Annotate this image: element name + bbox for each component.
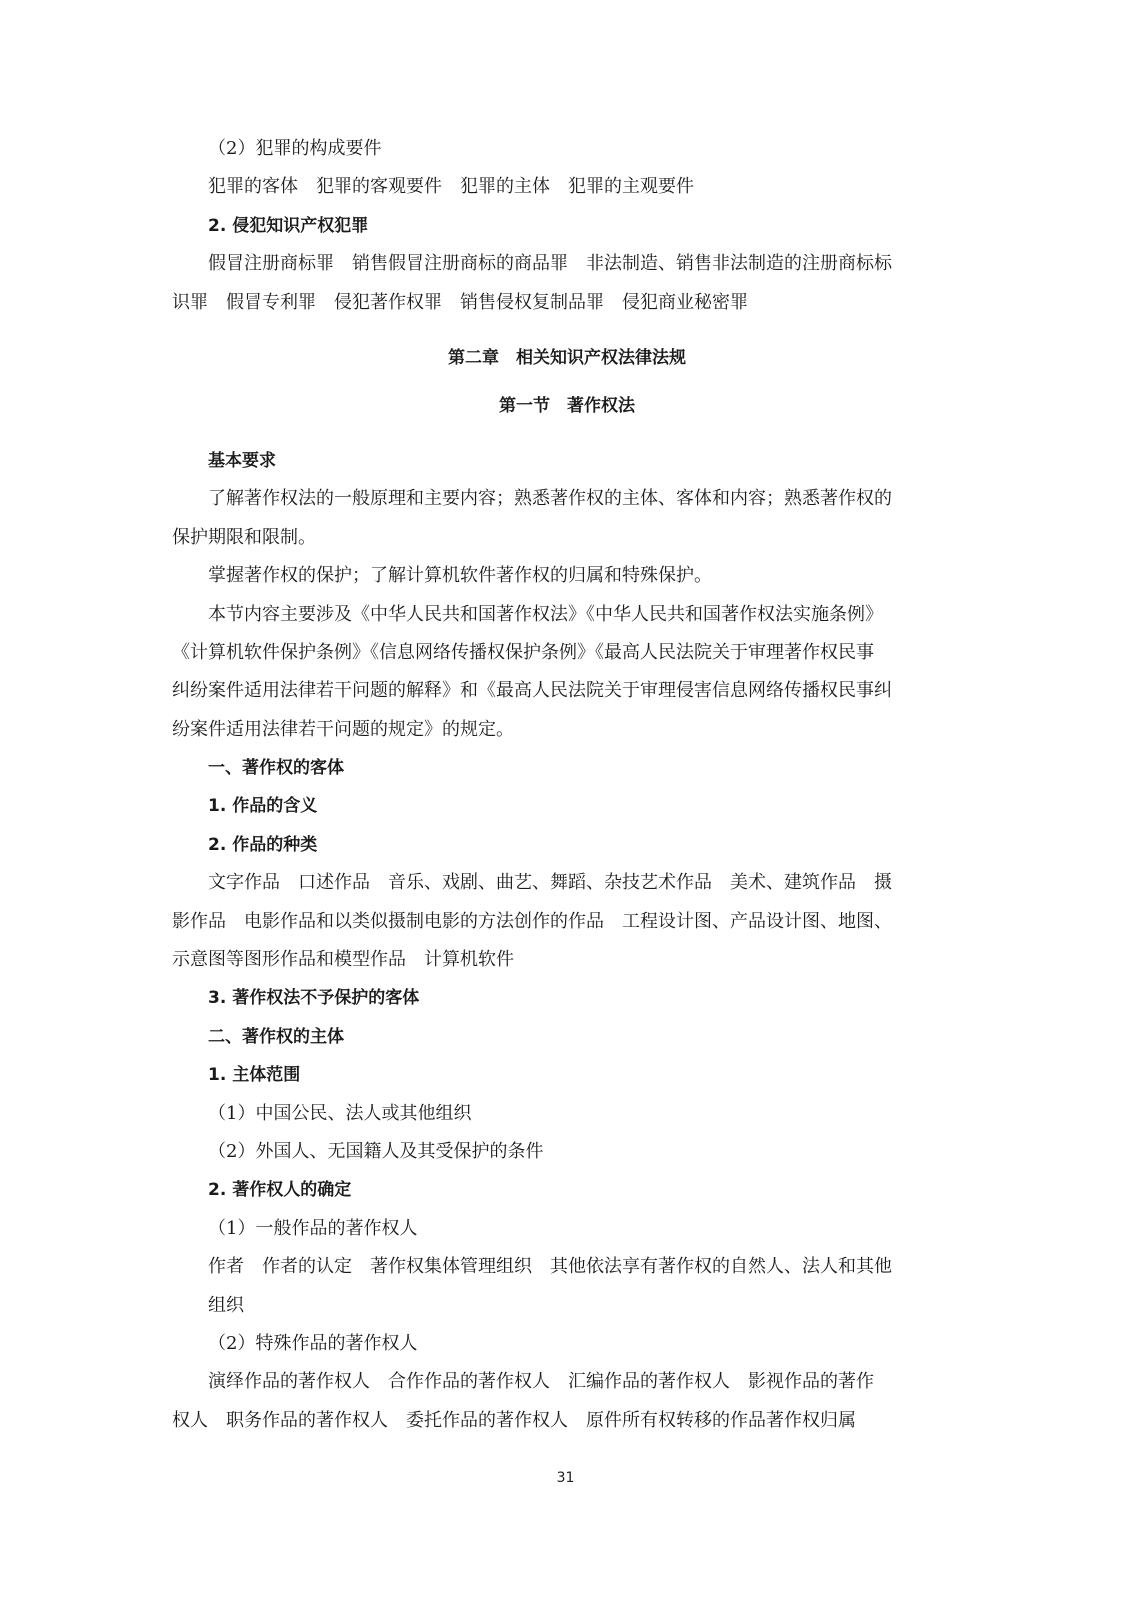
body-text: 本节内容主要涉及《中华人民共和国著作权法》《中华人民共和国著作权法实施条例》	[208, 603, 883, 625]
subsection-heading: 2. 著作权人的确定	[208, 1180, 352, 1201]
body-text: 影作品 电影作品和以类似摄制电影的方法创作的作品 工程设计图、产品设计图、地图、	[172, 910, 892, 932]
body-text: 示意图等图形作品和模型作品 计算机软件	[172, 949, 514, 971]
body-text: 《计算机软件保护条例》《信息网络传播权保护条例》《最高人民法院关于审理著作权民事	[172, 641, 874, 663]
body-text: 了解著作权法的一般原理和主要内容；熟悉著作权的主体、客体和内容；熟悉著作权的	[208, 488, 892, 510]
body-text: 掌握著作权的保护；了解计算机软件著作权的归属和特殊保护。	[208, 565, 712, 587]
subsection-heading: 2. 作品的种类	[208, 834, 318, 855]
subsection-heading: 1. 主体范围	[208, 1065, 301, 1086]
body-text: 组织	[208, 1294, 244, 1316]
subsection-item: （2）外国人、无国籍人及其受保护的条件	[208, 1140, 544, 1162]
body-text: 假冒注册商标罪 销售假冒注册商标的商品罪 非法制造、销售非法制造的注册商标标	[208, 253, 892, 275]
body-text: 识罪 假冒专利罪 侵犯著作权罪 销售侵权复制品罪 侵犯商业秘密罪	[172, 291, 748, 313]
requirements-heading: 基本要求	[208, 450, 276, 471]
chapter-title: 第二章 相关知识产权法律法规	[448, 347, 686, 368]
body-text: 保护期限和限制。	[172, 526, 316, 548]
page-number: 31	[556, 1470, 575, 1486]
body-text: 纷案件适用法律若干问题的规定》的规定。	[172, 718, 514, 740]
subsection-item: （2）特殊作品的著作权人	[208, 1332, 418, 1354]
body-text: 纠纷案件适用法律若干问题的解释》和《最高人民法院关于审理侵害信息网络传播权民事纠	[172, 680, 892, 702]
section-title: 第一节 著作权法	[499, 395, 635, 416]
subsection-heading: 1. 作品的含义	[208, 796, 318, 817]
body-text: 犯罪的客体 犯罪的客观要件 犯罪的主体 犯罪的主观要件	[208, 176, 694, 198]
body-text: 文字作品 口述作品 音乐、戏剧、曲艺、舞蹈、杂技艺术作品 美术、建筑作品 摄	[208, 872, 892, 894]
subsection-item: （2）犯罪的构成要件	[208, 138, 382, 159]
subsection-item: （1）中国公民、法人或其他组织	[208, 1102, 472, 1124]
subsection-heading: 2. 侵犯知识产权犯罪	[208, 215, 369, 236]
subsection-heading: 3. 著作权法不予保护的客体	[208, 988, 420, 1009]
document-page	[172, 130, 962, 1440]
heading-copyright-object: 一、著作权的客体	[208, 758, 344, 779]
body-text: 演绎作品的著作权人 合作作品的著作权人 汇编作品的著作权人 影视作品的著作	[208, 1371, 874, 1393]
body-text: 作者 作者的认定 著作权集体管理组织 其他依法享有著作权的自然人、法人和其他	[208, 1256, 892, 1278]
body-text: 权人 职务作品的著作权人 委托作品的著作权人 原件所有权转移的作品著作权归属	[172, 1409, 856, 1431]
heading-copyright-subject: 二、著作权的主体	[208, 1026, 344, 1047]
subsection-item: （1）一般作品的著作权人	[208, 1217, 418, 1239]
